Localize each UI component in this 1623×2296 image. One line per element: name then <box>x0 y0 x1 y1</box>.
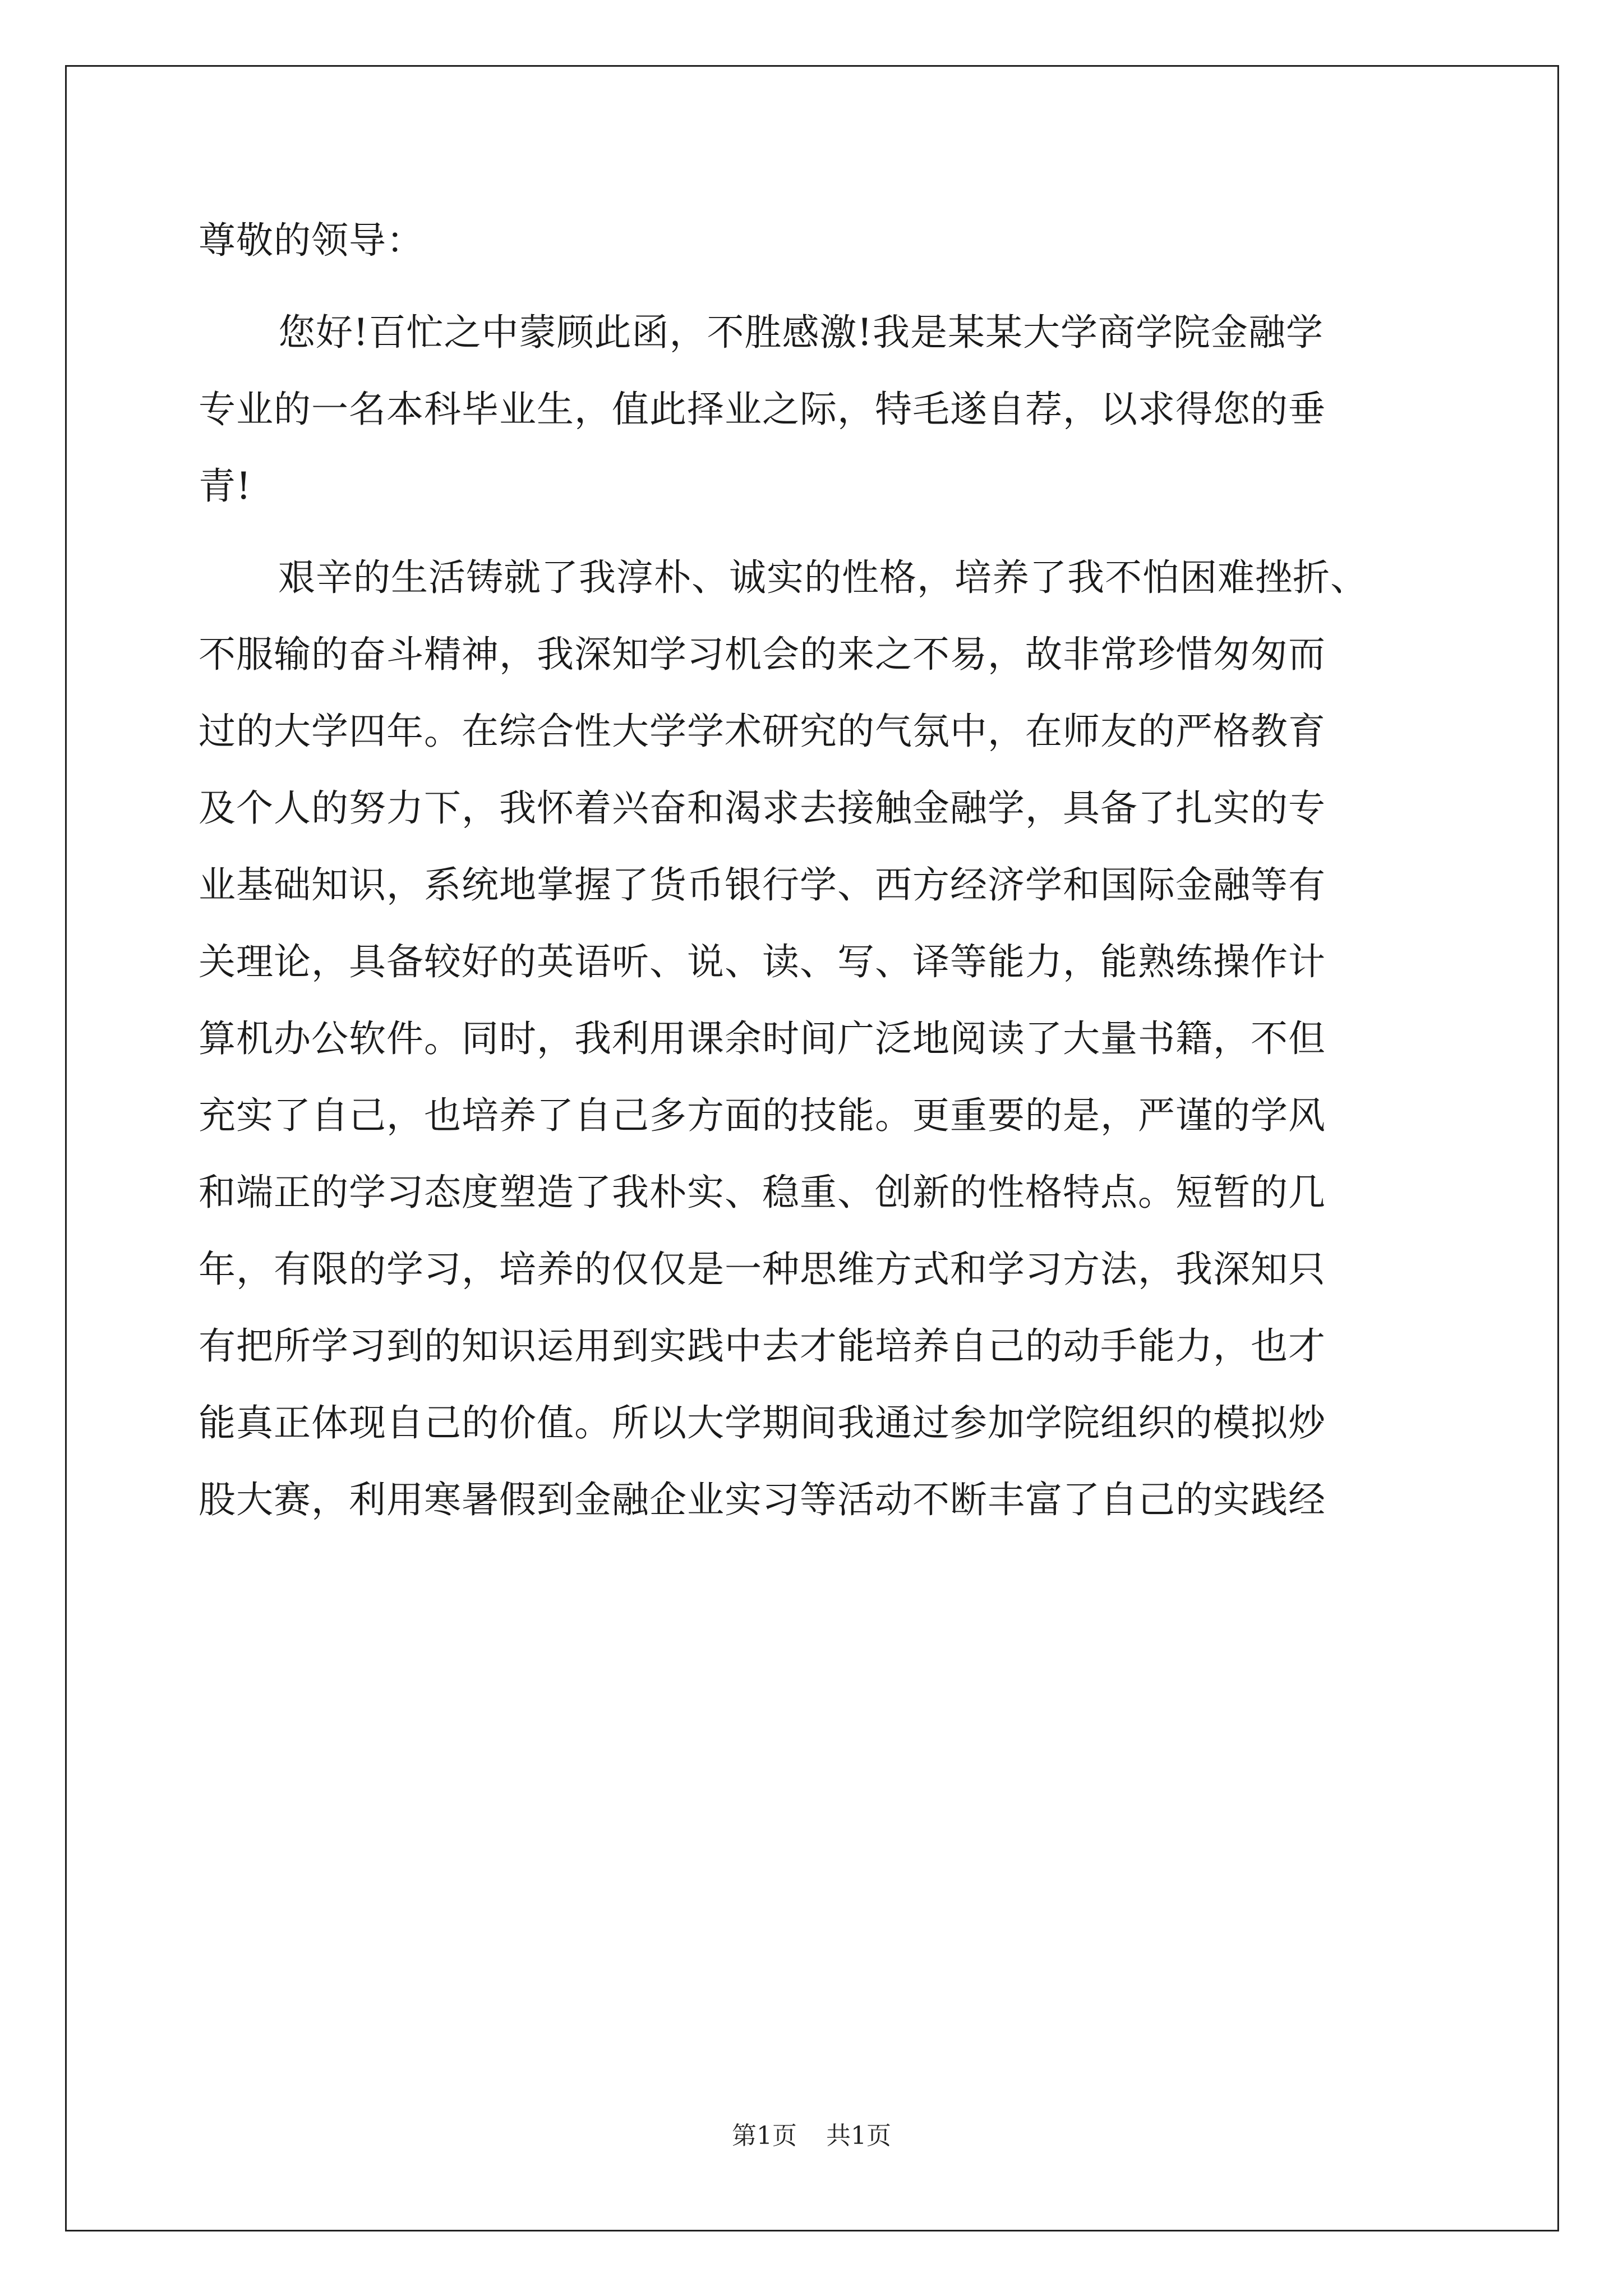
text-line: 专业的一名本科毕业生，值此择业之际，特毛遂自荐，以求得您的垂 <box>199 388 1326 431</box>
text-line: 青! <box>199 464 252 508</box>
text-line: 业基础知识，系统地掌握了货币银行学、西方经济学和国际金融等有 <box>199 863 1326 907</box>
page-total: 共1页 <box>826 2122 891 2150</box>
text-line: 关理论，具备较好的英语听、说、读、写、译等能力，能熟练操作计 <box>199 940 1326 983</box>
text-line: 有把所学习到的知识运用到实践中去才能培养自己的动手能力，也才 <box>199 1324 1326 1368</box>
text-line: 艰辛的生活铸就了我淳朴、诚实的性格，培养了我不怕困难挫折、 <box>278 556 1368 599</box>
text-line: 您好!百忙之中蒙顾此函，不胜感激!我是某某大学商学院金融学 <box>278 311 1324 354</box>
page-number: 第1页 <box>732 2122 797 2150</box>
text-line: 过的大学四年。在综合性大学学术研究的气氛中，在师友的严格教育 <box>199 710 1326 753</box>
text-line: 及个人的努力下，我怀着兴奋和渴求去接触金融学，具备了扎实的专 <box>199 786 1326 830</box>
text-line: 充实了自己，也培养了自己多方面的技能。更重要的是，严谨的学风 <box>199 1094 1326 1137</box>
text-line: 和端正的学习态度塑造了我朴实、稳重、创新的性格特点。短暂的几 <box>199 1171 1326 1214</box>
page-footer <box>0 2119 1623 2153</box>
text-line: 算机办公软件。同时，我利用课余时间广泛地阅读了大量书籍，不但 <box>199 1017 1326 1060</box>
paragraph-background <box>199 539 1432 1538</box>
paragraph-greeting <box>199 294 1432 524</box>
letter-body <box>199 202 1432 1553</box>
text-line: 能真正体现自己的价值。所以大学期间我通过参加学院组织的模拟炒 <box>199 1401 1326 1444</box>
salutation: 尊敬的领导： <box>199 219 424 262</box>
text-line: 年，有限的学习，培养的仅仅是一种思维方式和学习方法，我深知只 <box>199 1248 1326 1291</box>
text-line: 不服输的奋斗精神，我深知学习机会的来之不易，故非常珍惜匆匆而 <box>199 633 1326 676</box>
text-line: 股大赛，利用寒暑假到金融企业实习等活动不断丰富了自己的实践经 <box>199 1478 1326 1521</box>
